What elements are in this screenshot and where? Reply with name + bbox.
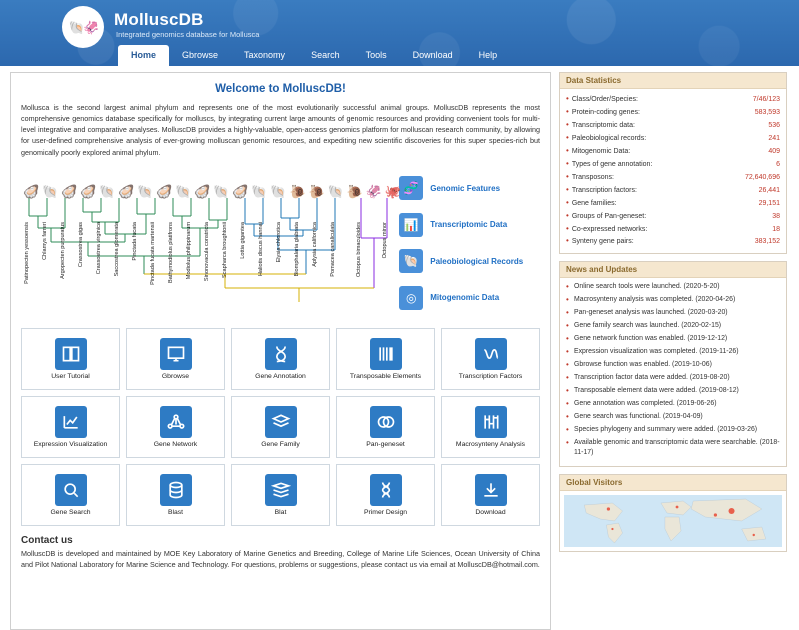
stat-key: • Transcriptomic data: [566,119,635,132]
stat-row [566,184,780,197]
fossil-icon: 🐚 [399,249,423,273]
shell-image: 🦪 [156,183,173,199]
feature-links [395,164,540,322]
shell-image: 🐚 [327,183,344,199]
stat-row [566,197,780,210]
stack-icon [265,474,297,506]
stat-value: 6 [776,160,780,168]
tile-label: Primer Design [363,508,408,516]
stat-row [566,158,780,171]
stat-value: 241 [768,134,780,142]
nav-item-home[interactable]: Home [118,45,169,66]
tile-expression-visualization[interactable] [21,396,120,458]
tile-label: Download [475,508,506,516]
species-label: Biomphalaria glabrata [294,221,300,277]
news-item: • Gene search was functional. (2019-04-09) [566,412,780,422]
shell-image: 🦪 [232,183,249,199]
synteny-icon [475,406,507,438]
stat-key: • Synteny gene pairs: [566,235,634,248]
shell-image: 🦪 [194,183,211,199]
tile-pan-geneset[interactable] [336,396,435,458]
pangenome-icon [370,406,402,438]
main-navigation [118,45,510,66]
tile-label: Transcription Factors [458,372,523,380]
nav-item-search[interactable]: Search [311,50,340,60]
news-item: • Gene network function was enabled. (2019-12-12) [566,334,780,344]
species-label: Octopus minor [382,221,388,259]
species-label: Haliotis discus hannai [258,221,264,276]
tile-label: Blat [274,508,287,516]
stat-row [566,171,780,184]
stat-row [566,106,780,119]
feature-label: Mitogenomic Data [430,293,500,303]
page-title: Welcome to MolluscDB! [215,83,346,95]
nav-item-download[interactable]: Download [412,50,453,60]
shell-image: 🐚 [175,183,192,199]
species-label: Aplysia californica [312,221,318,267]
shell-image: 🦑 [365,183,382,199]
species-label: Pinctada fucata martensii [150,221,156,285]
feature-mitogenomic-data[interactable] [399,286,540,310]
data-statistics-panel [559,72,787,254]
stat-value: 583,593 [754,108,780,116]
news-panel [559,261,787,467]
stat-row [566,132,780,145]
nav-item-taxonomy[interactable]: Taxonomy [244,50,286,60]
news-item: • Gene annotation was completed. (2019-06-26) [566,399,780,409]
news-item: • Online search tools were launched. (2020-5-20) [566,282,780,292]
news-list [560,278,786,466]
species-label: Saccostrea glomerata [114,221,120,277]
dna-helix-icon [265,338,297,370]
species-label: Chlamys farreri [42,221,48,260]
species-label: Bathymodiolus platifrons [168,221,174,283]
site-header [0,0,799,66]
phylogenetic-tree [21,164,401,322]
nav-item-gbrowse[interactable]: Gbrowse [182,50,219,60]
news-item: • Transposable element data were added. (2019-08-12) [566,386,780,396]
stat-value: 72,640,696 [744,173,780,181]
bar-chart-icon: 📊 [399,213,423,237]
stat-value: 536 [768,121,780,129]
shell-image: 🦪 [23,183,40,199]
news-item: • Macrosynteny analysis was completed. (2020-04-26) [566,295,780,305]
shell-image: 🦪 [61,183,78,199]
species-label: Patinopecten yessoensis [24,221,30,284]
stat-value: 383,152 [754,238,780,246]
species-label: Pinctada fucata [132,221,138,261]
shell-image: 🐌 [346,183,363,199]
panel-title: News and Updates [560,262,786,278]
layers-icon [265,406,297,438]
shell-image: 🐌 [308,183,325,199]
double-helix-icon [370,474,402,506]
tile-label: Gene Network [153,440,198,448]
tile-user-tutorial[interactable] [21,328,120,390]
line-chart-icon [55,406,87,438]
magnifier-icon [55,474,87,506]
news-item: • Gbrowse function was enabled. (2019-10-06) [566,360,780,370]
stat-value: 18 [772,225,780,233]
species-label: Lottia gigantea [240,221,246,259]
world-map[interactable] [564,495,782,547]
site-title: MolluscDB [114,10,204,29]
shell-photo-strip [21,164,403,198]
stat-value: 7/46/123 [752,96,780,103]
stat-value: 29,151 [758,199,780,207]
feature-label: Paleobiological Records [430,256,524,266]
monitor-icon [160,338,192,370]
stat-row [566,235,780,248]
database-icon [160,474,192,506]
tile-gene-network[interactable] [126,396,225,458]
shell-image: 🦪 [118,183,135,199]
stat-value: 38 [772,212,780,220]
species-label: Modiolus philippinarum [186,221,192,279]
stat-key: • Co-expressed networks: [566,223,647,236]
news-item: • Pan-geneset analysis was launched. (2020-03-20) [566,308,780,318]
stat-key: • Transposons: [566,171,614,184]
tile-gene-search[interactable] [21,464,120,526]
global-visitors-panel [559,474,787,552]
phylogeny-and-features [21,164,540,322]
stat-row [566,223,780,236]
feature-label: Transcriptomic Data [430,220,508,230]
species-label: Scapharca broughtonii [222,221,228,278]
tile-label: Gene Family [261,440,300,448]
protein-icon [475,338,507,370]
shell-image: 🦪 [80,183,97,199]
stat-row [566,210,780,223]
tile-transcription-factors[interactable] [441,328,540,390]
shell-image: 🐚 [251,183,268,199]
transposon-icon [370,338,402,370]
tile-blast[interactable] [126,464,225,526]
main-content [10,72,551,630]
panel-title: Data Statistics [560,73,786,89]
species-label: Crassostrea virginica [96,221,102,275]
news-item: • Transcription factor data were added. (2019-08-20) [566,373,780,383]
news-item: • Gene family search was launched. (2020-02-15) [566,321,780,331]
stat-key: • Class/Order/Species: [566,93,638,106]
stat-key: • Groups of Pan-geneset: [566,210,646,223]
dna-icon: 🧬 [399,176,423,200]
stat-row [566,145,780,158]
nav-item-tools[interactable]: Tools [365,50,387,60]
news-item: • Expression visualization was completed. (2019-11-26) [566,347,780,357]
download-icon [475,474,507,506]
tile-transposable-elements[interactable] [336,328,435,390]
stat-key: • Paleobiological records: [566,132,646,145]
tile-label: Gbrowse [161,372,190,380]
circular-genome-icon: ◎ [399,286,423,310]
network-icon [160,406,192,438]
tile-download[interactable] [441,464,540,526]
contact-paragraph: MolluscDB is developed and maintained by MOE Key Laboratory of Marine Genetics and Breeding, College of Marine Life Sciences, Ocean University of China and Pilot National Laboratory for Marine Science and Technology. For questions, problems or suggestions, please contact us via email at MolluscDB@hotmail.com. [21,548,540,569]
stat-row [566,93,780,106]
tile-gbrowse[interactable] [126,328,225,390]
species-label: Pomacea canaliculata [330,221,336,277]
tile-label: Gene Annotation [255,372,306,380]
sidebar [559,72,787,630]
tile-gene-family[interactable] [231,396,330,458]
tile-blat[interactable] [231,464,330,526]
feature-transcriptomic-data[interactable] [399,213,540,237]
stat-key: • Types of gene annotation: [566,158,652,171]
species-label: Sinonovacula constricta [204,221,210,281]
tile-label: Macrosynteny Analysis [455,440,526,448]
tool-tiles [21,328,540,526]
stat-key: • Protein-coding genes: [566,106,640,119]
contact-heading: Contact us [21,534,73,546]
shell-image: 🐚 [213,183,230,199]
tile-gene-annotation[interactable] [231,328,330,390]
tile-label: Gene Search [50,508,91,516]
panel-title: Global Visitors [560,475,786,491]
stat-key: • Mitogenomic Data: [566,145,630,158]
species-label: Crassostrea gigas [78,221,84,267]
tile-label: Expression Visualization [33,440,108,448]
welcome-paragraph: Mollusca is the second largest animal phylum and represents one of the most evolutionarily successful animal groups. MolluscDB represents the most comprehensive genomics database specifically for molluscs, by integrating current large amounts of genomic resources and providing convenient tools for multi-level integrative and comparative analyses. MolluscDB provides a highly-valuable, open-access genomics platform for molluscan research community, by allowing for user-defined comprehensive analysis of ever-growing molluscan genomic resources, and expediting new scientific discoveries for this super species-rich but genomically poorly explored animal phylum. [21,103,540,157]
shell-image: 🐚 [99,183,116,199]
stat-value: 409 [768,147,780,155]
shell-image: 🐚 [42,183,59,199]
tile-label: Pan-geneset [366,440,405,448]
stat-row [566,119,780,132]
site-subtitle: Integrated genomics database for Mollusca [116,30,260,39]
tile-label: Blast [167,508,184,516]
tile-macrosynteny-analysis[interactable] [441,396,540,458]
site-logo-icon: 🐚🦑 [62,6,104,48]
shell-image: 🐌 [289,183,306,199]
stat-value: 26,441 [758,186,780,194]
feature-paleobiological-records[interactable] [399,249,540,273]
tile-primer-design[interactable] [336,464,435,526]
tile-label: Transposable Elements [349,372,422,380]
shell-image: 🐚 [270,183,287,199]
shell-image: 🐚 [137,183,154,199]
species-label: Octopus bimaculoides [356,221,362,277]
tile-label: User Tutorial [51,372,90,380]
species-label: Elysia chlorotica [276,221,282,263]
feature-genomic-features[interactable] [399,176,540,200]
news-item: • Species phylogeny and summary were added. (2019-03-26) [566,425,780,435]
book-icon [55,338,87,370]
feature-label: Genomic Features [430,183,501,193]
stat-key: • Gene families: [566,197,617,210]
species-label: Argopecten purpuratus [60,221,66,279]
stat-key: • Transcription factors: [566,184,637,197]
nav-item-help[interactable]: Help [478,50,498,60]
news-item: • Available genomic and transcriptomic data were searchable. (2018-11-17) [566,438,780,458]
shell-image: 🐙 [384,183,401,199]
stats-list [560,89,786,253]
